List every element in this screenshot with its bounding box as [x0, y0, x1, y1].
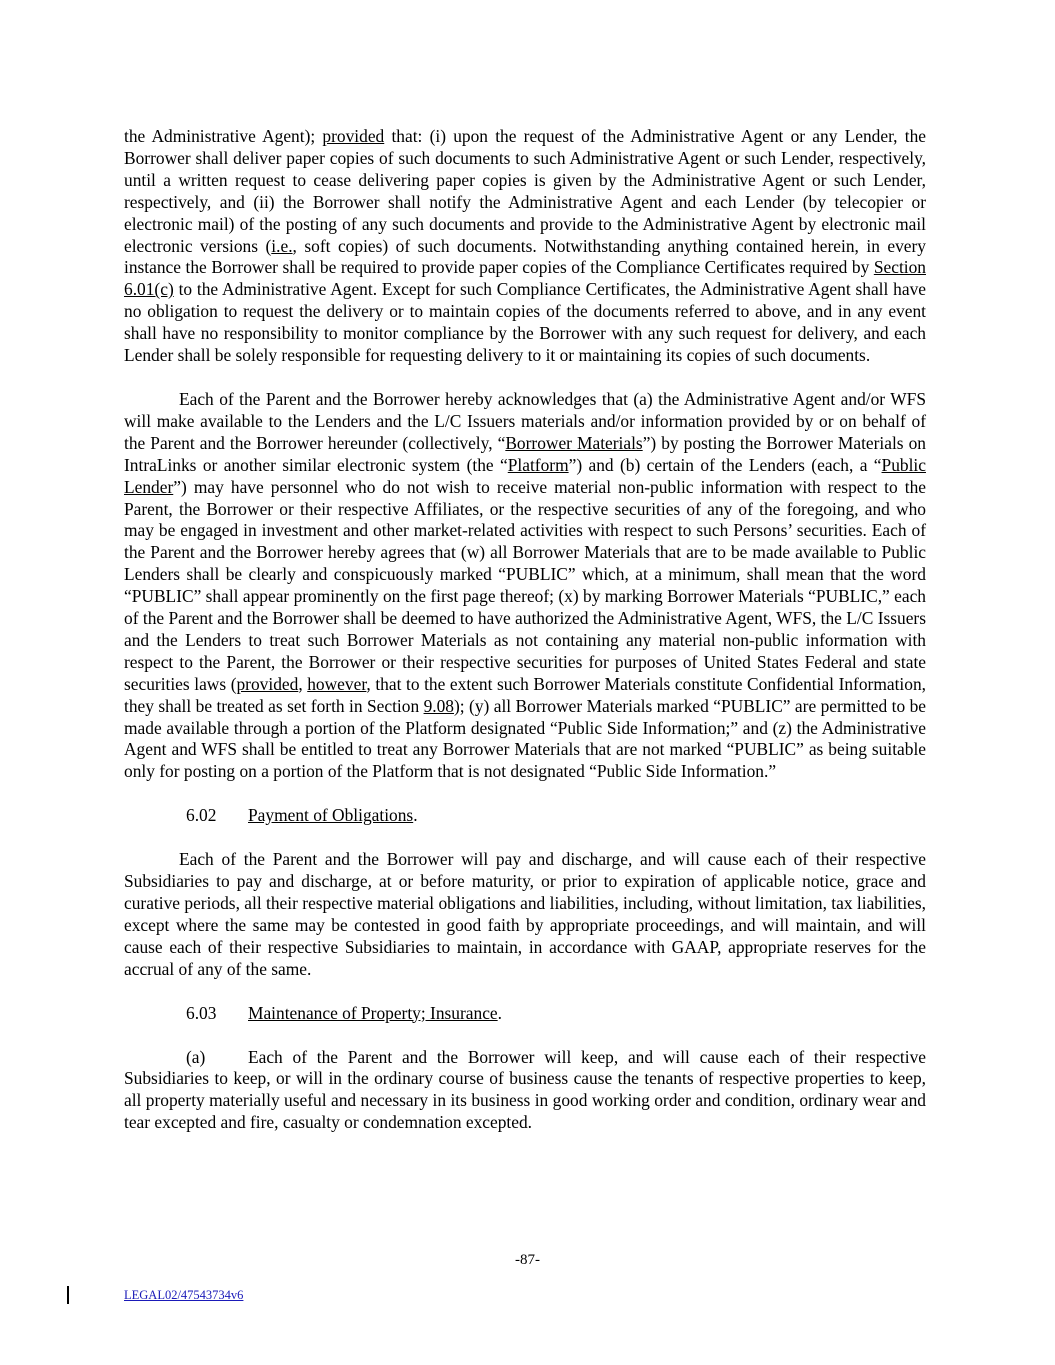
document-page	[124, 126, 926, 1134]
public-lender-term: Public Lender	[124, 454, 926, 497]
document-id-link[interactable]: LEGAL02/47543734v6	[124, 1288, 244, 1302]
section-602-number: 6.02	[186, 805, 217, 826]
section-602-heading: 6.02 Payment of Obligations.	[186, 805, 418, 826]
section-603-title: Maintenance of Property; Insurance	[248, 1002, 498, 1023]
paragraph-borrower-materials: Each of the Parent and the Borrower hereby acknowledges that (a) the Administrative Agent and/or WFS will make available to the Lenders and the L/C Issuers materials and/or information provided by or on behalf of the Parent and the Borrower hereunder (collectively, “Borrower Materials”) by posting the Borrower Materials on IntraLinks or another similar electronic system (the “Platform”) and (b) certain of the Lenders (each, a “Public Lender”) may have personnel who do not wish to receive material non-public information with respect to the Parent, the Borrower or their respective Affiliates, or the respective securities of any of the foregoing, and who may be engaged in investment and other market-related activities with respect to such Persons’ securities. Each of the Parent and the Borrower hereby agrees that (w) all Borrower Materials that are to be made available to Public Lenders shall be clearly and conspicuously marked “PUBLIC” which, at a minimum, shall mean that the word “PUBLIC” shall appear prominently on the first page thereof; (x) by marking Borrower Materials “PUBLIC,” each of the Parent and the Borrower shall be deemed to have authorized the Administrative Agent, WFS, the L/C Issuers and the Lenders to treat such Borrower Materials as not containing any material non-public information with respect to the Parent, the Borrower or their respective securities for purposes of United States Federal and state securities laws (provided, however, that to the extent such Borrower Materials constitute Confidential Information, they shall be treated as set forth in Section 9.08); (y) all Borrower Materials marked “PUBLIC” are permitted to be made available through a portion of the Platform designated “Public Side Information;” and (z) the Administrative Agent and WFS shall be entitled to treat any Borrower Materials that are not marked “PUBLIC” as being suitable only for posting on a portion of the Platform that is not designated “Public Side Information.”	[124, 388, 926, 782]
section-908-reference: 9.08	[423, 695, 454, 716]
however-term: however	[307, 673, 367, 694]
platform-term: Platform	[507, 454, 569, 475]
section-603-heading: 6.03 Maintenance of Property; Insurance.	[186, 1002, 503, 1023]
section-603-number: 6.03	[186, 1002, 217, 1023]
paragraph-delivery-provisions: the Administrative Agent); provided that: (i) upon the request of the Administrative Agent or any Lender, the Borrower shall deliver paper copies of such documents to such Administrative Agent or such Lender, respectively, until a written request to cease delivering paper copies is given by the Administrative Agent or such Lender, respectively, and (ii) the Borrower shall notify the Administrative Agent and each Lender (by telecopier or electronic mail) of the posting of any such documents and provide to the Administrative Agent by electronic mail electronic versions (i.e., soft copies) of such documents. Notwithstanding anything contained herein, in every instance the Borrower shall be required to provide paper copies of the Compliance Certificates required by Section 6.01(c) to the Administrative Agent. Except for such Compliance Certificates, the Administrative Agent shall have no obligation to request the delivery or to maintain copies of the documents referred to above, and in any event shall have no responsibility to monitor compliance by the Borrower with any such request for delivery, and each Lender shall be solely responsible for requesting delivery to it or maintaining its copies of such documents.	[124, 126, 926, 366]
borrower-materials-term: Borrower Materials	[505, 432, 643, 453]
section-603-subsection-a: (a) Each of the Parent and the Borrower will keep, and will cause each of their respective Subsidiaries to keep, or will in the ordinary course of business cause the tenants of respective properties to keep, all property materially useful and necessary in its business in good working order and condition, ordinary wear and tear excepted and fire, casualty or condemnation excepted.	[124, 1046, 926, 1133]
provided-term-2: provided	[236, 673, 299, 694]
change-bar	[67, 1286, 69, 1304]
ie-term: i.e.	[271, 235, 293, 256]
section-602-body: Each of the Parent and the Borrower will pay and discharge, and will cause each of their respective Subsidiaries to pay and discharge, at or before maturity, or prior to expiration of applicable notice, grace and curative periods, all their respective material obligations and liabilities, including, without limitation, tax liabilities, except where the same may be contested in good faith by appropriate proceedings, and will maintain, and will cause each of their respective Subsidiaries to maintain, in accordance with GAAP, appropriate reserves for the accrual of any of the same.	[124, 849, 926, 979]
page-number: -87-	[515, 1252, 540, 1268]
provided-term: provided	[322, 126, 385, 146]
section-601c-reference: Section 6.01(c)	[124, 257, 926, 300]
section-602-title: Payment of Obligations	[248, 805, 414, 826]
subsection-a-label: (a)	[186, 1046, 206, 1067]
